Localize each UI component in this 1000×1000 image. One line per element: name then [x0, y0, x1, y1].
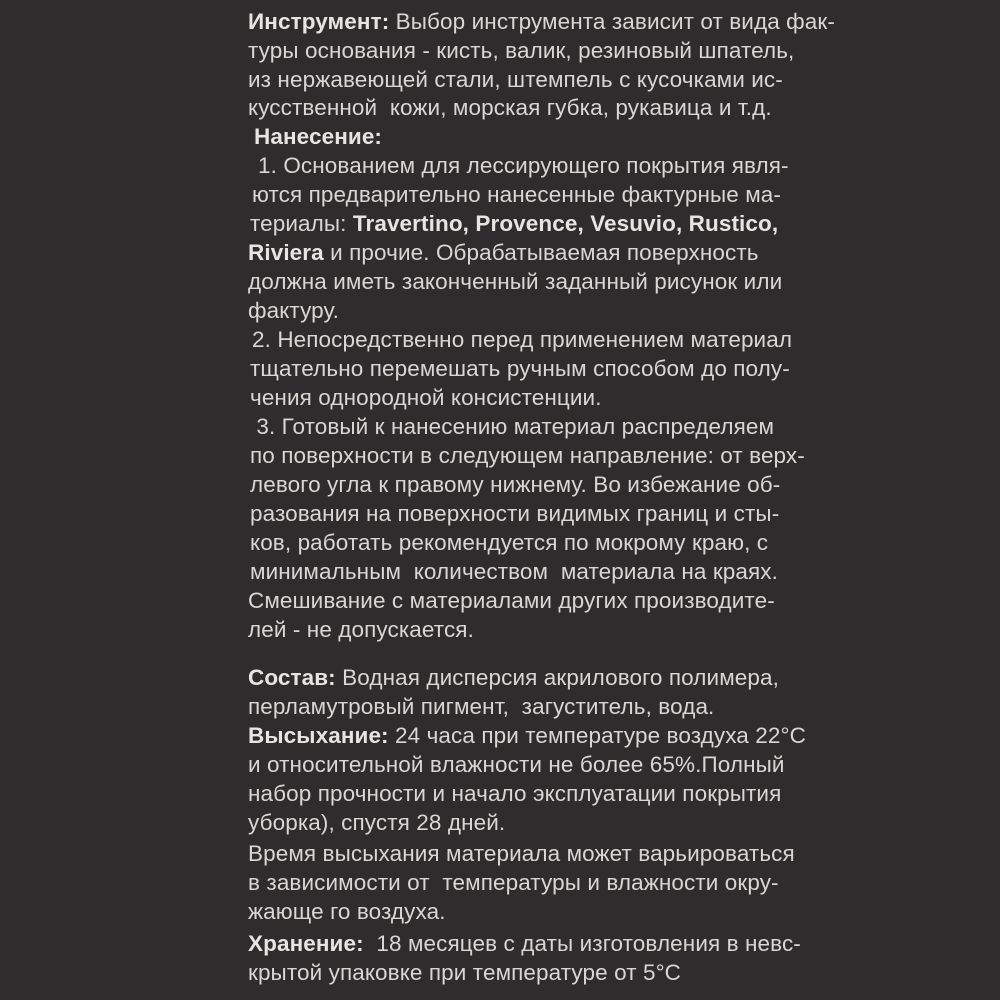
step2-line-2: тщательно перемешать ручным способом до полу- — [250, 356, 790, 381]
step1-line-1: 1. Основанием для лессирующего покрытия явля- — [258, 153, 789, 178]
material-vesuvio: Vesuvio — [590, 211, 676, 236]
step1-line-3-prefix: териалы: — [250, 211, 353, 236]
storage-heading: Хранение: — [248, 931, 364, 956]
drying-line-2: и относительной влажности не более 65%.Полный — [248, 752, 785, 777]
step1-line-5: должна иметь законченный заданный рисунок или — [248, 269, 783, 294]
step3-line-2: по поверхности в следующем направление: от верх- — [250, 443, 805, 468]
step1-line-4 — [248, 239, 759, 267]
material-separator-2: , — [577, 211, 591, 236]
composition-line-2: перламутровый пигмент, загуститель, вода. — [248, 694, 715, 719]
drying-line-3: набор прочности и начало эксплуатации покрытия — [248, 781, 782, 806]
material-travertino: Travertino — [352, 211, 463, 236]
drying-line-4: уборка), спустя 28 дней. — [248, 810, 506, 835]
step1-line-3 — [250, 210, 778, 238]
material-rustico: Rustico — [688, 211, 772, 236]
storage-line-2: крытой упаковке при температуре от 5°С — [248, 960, 682, 985]
drying-note-line-3: жающе го воздуха. — [248, 899, 446, 924]
application-heading-line — [254, 123, 382, 151]
composition-line-1 — [248, 664, 779, 692]
drying-text-1: 24 часа при температуре воздуха 22°С — [388, 723, 806, 748]
instrument-text-1: Выбор инструмента зависит от вида фак- — [389, 9, 835, 34]
step3-line-3: левого угла к правому нижнему. Во избежание об- — [250, 472, 781, 497]
instrument-line-3: из нержавеющей стали, штемпель с кусочками ис- — [248, 67, 783, 92]
mixing-line-1: Смешивание с материалами других производите- — [248, 588, 775, 613]
material-riviera: Riviera — [248, 240, 324, 265]
material-separator-4: , — [771, 211, 779, 236]
material-separator-3: , — [675, 211, 689, 236]
composition-heading: Состав: — [248, 665, 336, 690]
step3-line-4: разования на поверхности видимых границ и сты- — [250, 501, 780, 526]
drying-note-line-1: Время высыхания материала может варьироваться — [248, 841, 795, 866]
composition-text-1: Водная дисперсия акрилового полимера, — [335, 665, 779, 690]
step1-line-2: ются предварительно нанесенные фактурные ма- — [252, 182, 781, 207]
instrument-line-4: кусственной кожи, морская губка, рукавица и т.д. — [248, 95, 772, 120]
step2-line-1: 2. Непосредственно перед применением материал — [252, 327, 793, 352]
drying-note-line-2: в зависимости от температуры и влажности окру- — [248, 870, 779, 895]
step1-line-6: фактуру. — [248, 298, 339, 323]
application-heading: Нанесение: — [254, 124, 383, 149]
instrument-heading: Инструмент: — [248, 9, 390, 34]
storage-text-1: 18 месяцев с даты изготовления в невс- — [363, 931, 801, 956]
step3-line-5: ков, работать рекомендуется по мокрому краю, с — [250, 530, 769, 555]
material-separator-1: , — [462, 211, 476, 236]
step1-line-4-suffix: и прочие. Обрабатываемая поверхность — [323, 240, 759, 265]
step2-line-3: чения однородной консистенции. — [250, 385, 602, 410]
mixing-line-2: лей - не допускается. — [248, 617, 474, 642]
instrument-line-1 — [248, 8, 835, 36]
drying-heading: Высыхание: — [248, 723, 389, 748]
instrument-line-2: туры основания - кисть, валик, резиновый шпатель, — [248, 38, 795, 63]
step3-line-6: минимальным количеством материала на краях. — [250, 559, 779, 584]
step3-line-1: 3. Готовый к нанесению материал распределяем — [250, 414, 775, 439]
drying-line-1 — [248, 722, 806, 750]
material-provence: Provence — [475, 211, 578, 236]
storage-line-1 — [248, 930, 801, 958]
